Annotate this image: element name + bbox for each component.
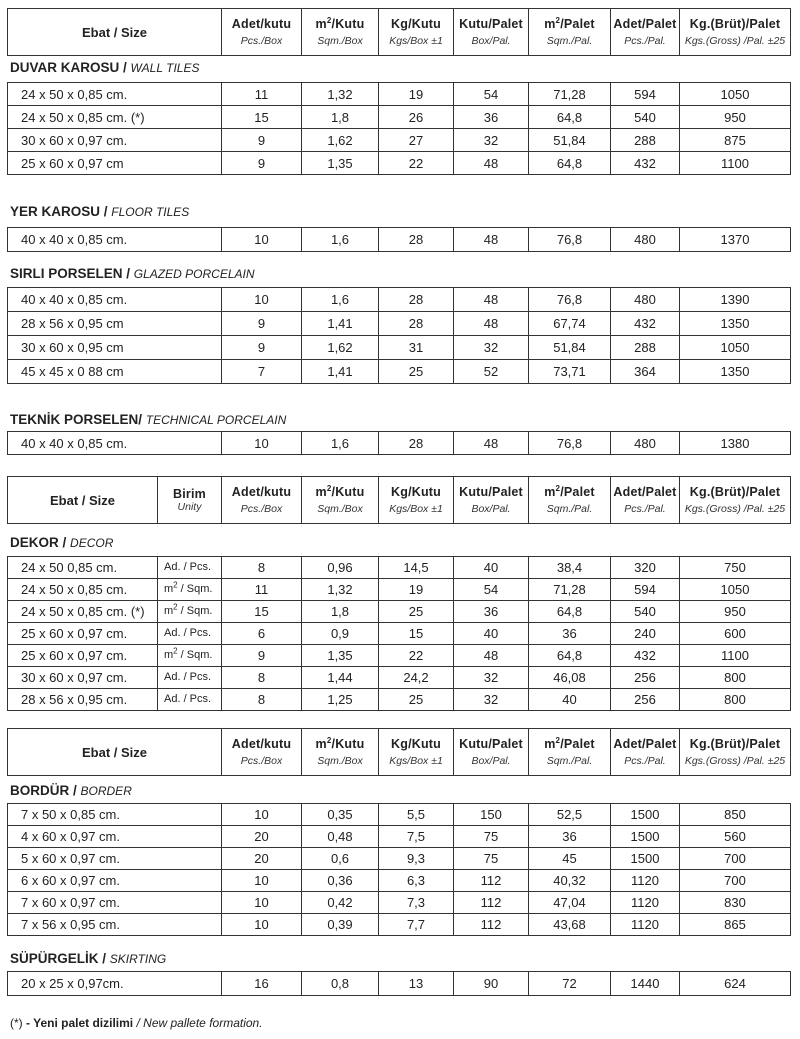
cell-sqm-pal: 76,8 <box>529 228 611 252</box>
cell-sqm-pal: 36 <box>529 623 611 645</box>
cell-gross-pal: 1100 <box>680 645 791 667</box>
table-row <box>8 826 791 848</box>
cell-gross-pal: 1050 <box>680 83 791 106</box>
cell-kg-box: 7,7 <box>379 914 454 936</box>
size-cell: 40 x 40 x 0,85 cm. <box>8 228 222 252</box>
cell-box-pal: 48 <box>454 288 529 312</box>
table-row <box>8 152 791 175</box>
cell-sqm-box: 0,9 <box>302 623 379 645</box>
cell-pcs-box: 15 <box>222 601 302 623</box>
cell-pcs-pal: 1500 <box>611 848 680 870</box>
cell-sqm-box: 1,6 <box>302 432 379 455</box>
cell-sqm-pal: 40,32 <box>529 870 611 892</box>
table-row <box>8 557 791 579</box>
size-header: Ebat / Size <box>8 477 158 524</box>
cell-sqm-box: 0,42 <box>302 892 379 914</box>
col-header-box-pal: Kutu/Palet Box/Pal. <box>454 477 529 524</box>
cell-pcs-pal: 480 <box>611 432 680 455</box>
unit-cell: $m^2$ / Sqm. <box>158 601 222 623</box>
cell-pcs-box: 6 <box>222 623 302 645</box>
table-row <box>8 667 791 689</box>
cell-box-pal: 48 <box>454 432 529 455</box>
header-row <box>8 9 791 56</box>
size-cell: 45 x 45 x 0 88 cm <box>8 360 222 384</box>
size-cell: 24 x 50 x 0,85 cm. (*) <box>8 601 158 623</box>
table-row <box>8 129 791 152</box>
col-header-pcs-box: Adet/kutu Pcs./Box <box>222 477 302 524</box>
size-cell: 24 x 50 0,85 cm. <box>8 557 158 579</box>
cell-gross-pal: 800 <box>680 689 791 711</box>
cell-pcs-pal: 1120 <box>611 892 680 914</box>
cell-sqm-pal: 52,5 <box>529 804 611 826</box>
cell-sqm-pal: 64,8 <box>529 152 611 175</box>
cell-kg-box: 14,5 <box>379 557 454 579</box>
cell-pcs-box: 15 <box>222 106 302 129</box>
size-cell: 30 x 60 x 0,95 cm <box>8 336 222 360</box>
cell-sqm-box: 0,96 <box>302 557 379 579</box>
size-cell: 30 x 60 x 0,97 cm. <box>8 129 222 152</box>
cell-sqm-box: 1,25 <box>302 689 379 711</box>
cell-pcs-box: 9 <box>222 129 302 152</box>
cell-box-pal: 112 <box>454 914 529 936</box>
cell-kg-box: 31 <box>379 336 454 360</box>
size-cell: 20 x 25 x 0,97cm. <box>8 972 222 996</box>
table-row <box>8 432 791 455</box>
cell-pcs-box: 10 <box>222 892 302 914</box>
cell-sqm-pal: 71,28 <box>529 579 611 601</box>
cell-gross-pal: 950 <box>680 106 791 129</box>
table-row <box>8 312 791 336</box>
cell-pcs-box: 10 <box>222 870 302 892</box>
size-header: Ebat / Size <box>8 9 222 56</box>
cell-kg-box: 28 <box>379 312 454 336</box>
cell-pcs-box: 16 <box>222 972 302 996</box>
size-cell: 5 x 60 x 0,97 cm. <box>8 848 222 870</box>
cell-kg-box: 6,3 <box>379 870 454 892</box>
col-header-gross-pal: Kg.(Brüt)/Palet Kgs.(Gross) /Pal. ±25 <box>680 729 791 776</box>
size-cell: 4 x 60 x 0,97 cm. <box>8 826 222 848</box>
cell-pcs-box: 10 <box>222 804 302 826</box>
cell-box-pal: 75 <box>454 848 529 870</box>
cell-box-pal: 36 <box>454 106 529 129</box>
cell-gross-pal: 1050 <box>680 336 791 360</box>
cell-box-pal: 36 <box>454 601 529 623</box>
cell-pcs-pal: 540 <box>611 601 680 623</box>
cell-pcs-pal: 320 <box>611 557 680 579</box>
cell-sqm-box: 1,62 <box>302 129 379 152</box>
cell-pcs-box: 8 <box>222 557 302 579</box>
cell-box-pal: 48 <box>454 152 529 175</box>
cell-sqm-box: 1,62 <box>302 336 379 360</box>
cell-sqm-pal: 40 <box>529 689 611 711</box>
cell-pcs-pal: 1500 <box>611 804 680 826</box>
section-title-decor: DEKOR / DECOR <box>10 535 114 550</box>
table-decor <box>7 556 790 711</box>
col-header-kg-box: Kg/Kutu Kgs/Box ±1 <box>379 9 454 56</box>
cell-gross-pal: 1100 <box>680 152 791 175</box>
cell-pcs-box: 9 <box>222 152 302 175</box>
cell-gross-pal: 1350 <box>680 360 791 384</box>
cell-box-pal: 32 <box>454 689 529 711</box>
cell-sqm-pal: 46,08 <box>529 667 611 689</box>
table-row <box>8 914 791 936</box>
cell-sqm-pal: 67,74 <box>529 312 611 336</box>
cell-pcs-pal: 256 <box>611 667 680 689</box>
cell-kg-box: 7,5 <box>379 826 454 848</box>
cell-sqm-box: 0,35 <box>302 804 379 826</box>
cell-sqm-box: 1,44 <box>302 667 379 689</box>
size-cell: 28 x 56 x 0,95 cm. <box>8 689 158 711</box>
cell-kg-box: 15 <box>379 623 454 645</box>
size-cell: 40 x 40 x 0,85 cm. <box>8 432 222 455</box>
size-cell: 7 x 56 x 0,95 cm. <box>8 914 222 936</box>
cell-sqm-pal: 64,8 <box>529 601 611 623</box>
col-header-sqm-pal: $m^2$/Palet Sqm./Pal. <box>529 9 611 56</box>
cell-gross-pal: 600 <box>680 623 791 645</box>
cell-pcs-box: 8 <box>222 667 302 689</box>
cell-box-pal: 52 <box>454 360 529 384</box>
cell-kg-box: 9,3 <box>379 848 454 870</box>
cell-pcs-pal: 480 <box>611 228 680 252</box>
cell-box-pal: 75 <box>454 826 529 848</box>
col-header-pcs-box: Adet/kutu Pcs./Box <box>222 9 302 56</box>
cell-sqm-box: 1,41 <box>302 312 379 336</box>
cell-box-pal: 48 <box>454 312 529 336</box>
table-row <box>8 870 791 892</box>
size-cell: 7 x 50 x 0,85 cm. <box>8 804 222 826</box>
cell-box-pal: 54 <box>454 83 529 106</box>
cell-kg-box: 7,3 <box>379 892 454 914</box>
cell-gross-pal: 560 <box>680 826 791 848</box>
table-row <box>8 83 791 106</box>
cell-box-pal: 48 <box>454 228 529 252</box>
cell-pcs-pal: 540 <box>611 106 680 129</box>
table-glazed-porcelain <box>7 287 790 384</box>
cell-pcs-box: 9 <box>222 312 302 336</box>
table-row <box>8 601 791 623</box>
cell-gross-pal: 875 <box>680 129 791 152</box>
cell-sqm-pal: 71,28 <box>529 83 611 106</box>
table-row <box>8 892 791 914</box>
unit-cell: Ad. / Pcs. <box>158 557 222 579</box>
header-row <box>8 729 791 776</box>
cell-sqm-box: 1,35 <box>302 152 379 175</box>
table-row <box>8 228 791 252</box>
table-wall-tiles <box>7 82 790 175</box>
cell-kg-box: 28 <box>379 432 454 455</box>
size-cell: 25 x 60 x 0,97 cm <box>8 152 222 175</box>
table-row <box>8 689 791 711</box>
size-cell: 24 x 50 x 0,85 cm. (*) <box>8 106 222 129</box>
header-table-2 <box>7 476 790 524</box>
table-row <box>8 645 791 667</box>
cell-kg-box: 19 <box>379 83 454 106</box>
col-header-box-pal: Kutu/Palet Box/Pal. <box>454 9 529 56</box>
cell-sqm-pal: 47,04 <box>529 892 611 914</box>
table-row <box>8 972 791 996</box>
table-row <box>8 360 791 384</box>
section-title-wall: DUVAR KAROSU / WALL TILES <box>10 60 200 75</box>
cell-sqm-pal: 51,84 <box>529 129 611 152</box>
cell-pcs-box: 11 <box>222 579 302 601</box>
cell-gross-pal: 865 <box>680 914 791 936</box>
cell-kg-box: 5,5 <box>379 804 454 826</box>
col-header-sqm-box: $m^2$/Kutu Sqm./Box <box>302 729 379 776</box>
cell-pcs-box: 8 <box>222 689 302 711</box>
col-header-sqm-box: $m^2$/Kutu Sqm./Box <box>302 9 379 56</box>
col-header-pcs-pal: Adet/Palet Pcs./Pal. <box>611 729 680 776</box>
cell-pcs-pal: 432 <box>611 645 680 667</box>
cell-pcs-pal: 364 <box>611 360 680 384</box>
table-row <box>8 288 791 312</box>
cell-sqm-pal: 51,84 <box>529 336 611 360</box>
cell-kg-box: 22 <box>379 645 454 667</box>
col-header-pcs-pal: Adet/Palet Pcs./Pal. <box>611 477 680 524</box>
col-header-pcs-box: Adet/kutu Pcs./Box <box>222 729 302 776</box>
cell-kg-box: 26 <box>379 106 454 129</box>
cell-pcs-pal: 1120 <box>611 914 680 936</box>
cell-pcs-pal: 594 <box>611 579 680 601</box>
cell-pcs-pal: 480 <box>611 288 680 312</box>
cell-kg-box: 22 <box>379 152 454 175</box>
cell-sqm-box: 1,8 <box>302 601 379 623</box>
unit-cell: $m^2$ / Sqm. <box>158 579 222 601</box>
cell-sqm-box: 0,48 <box>302 826 379 848</box>
cell-sqm-box: 1,35 <box>302 645 379 667</box>
cell-gross-pal: 700 <box>680 870 791 892</box>
cell-sqm-pal: 38,4 <box>529 557 611 579</box>
cell-sqm-box: 1,32 <box>302 579 379 601</box>
cell-kg-box: 19 <box>379 579 454 601</box>
cell-gross-pal: 750 <box>680 557 791 579</box>
cell-sqm-box: 0,8 <box>302 972 379 996</box>
cell-gross-pal: 1350 <box>680 312 791 336</box>
cell-pcs-box: 11 <box>222 83 302 106</box>
table-row <box>8 106 791 129</box>
section-title-skirting: SÜPÜRGELİK / SKIRTING <box>10 951 167 966</box>
cell-box-pal: 90 <box>454 972 529 996</box>
section-title-border: BORDÜR / BORDER <box>10 783 132 798</box>
cell-sqm-pal: 73,71 <box>529 360 611 384</box>
size-cell: 30 x 60 x 0,97 cm. <box>8 667 158 689</box>
cell-sqm-pal: 36 <box>529 826 611 848</box>
section-title-technical: TEKNİK PORSELEN/ TECHNICAL PORCELAIN <box>10 412 287 427</box>
cell-box-pal: 112 <box>454 892 529 914</box>
size-cell: 25 x 60 x 0,97 cm. <box>8 623 158 645</box>
size-cell: 40 x 40 x 0,85 cm. <box>8 288 222 312</box>
cell-box-pal: 48 <box>454 645 529 667</box>
cell-gross-pal: 850 <box>680 804 791 826</box>
table-row <box>8 804 791 826</box>
table-row <box>8 579 791 601</box>
cell-sqm-box: 1,41 <box>302 360 379 384</box>
cell-sqm-pal: 76,8 <box>529 432 611 455</box>
cell-sqm-pal: 43,68 <box>529 914 611 936</box>
cell-gross-pal: 800 <box>680 667 791 689</box>
cell-gross-pal: 624 <box>680 972 791 996</box>
cell-pcs-box: 7 <box>222 360 302 384</box>
cell-pcs-pal: 288 <box>611 336 680 360</box>
cell-pcs-pal: 288 <box>611 129 680 152</box>
cell-gross-pal: 950 <box>680 601 791 623</box>
size-cell: 7 x 60 x 0,97 cm. <box>8 892 222 914</box>
cell-sqm-box: 0,36 <box>302 870 379 892</box>
cell-box-pal: 32 <box>454 336 529 360</box>
cell-pcs-box: 10 <box>222 288 302 312</box>
cell-box-pal: 112 <box>454 870 529 892</box>
cell-kg-box: 25 <box>379 689 454 711</box>
table-row <box>8 848 791 870</box>
col-header-kg-box: Kg/Kutu Kgs/Box ±1 <box>379 729 454 776</box>
header-table-3 <box>7 728 790 776</box>
cell-pcs-box: 10 <box>222 432 302 455</box>
cell-pcs-pal: 432 <box>611 152 680 175</box>
col-header-sqm-pal: $m^2$/Palet Sqm./Pal. <box>529 477 611 524</box>
col-header-pcs-pal: Adet/Palet Pcs./Pal. <box>611 9 680 56</box>
cell-sqm-box: 0,6 <box>302 848 379 870</box>
cell-sqm-box: 1,32 <box>302 83 379 106</box>
cell-box-pal: 150 <box>454 804 529 826</box>
cell-sqm-box: 1,6 <box>302 228 379 252</box>
unit-header: Birim Unity <box>158 477 222 524</box>
cell-gross-pal: 830 <box>680 892 791 914</box>
table-border <box>7 803 790 936</box>
cell-sqm-pal: 64,8 <box>529 645 611 667</box>
table-row <box>8 623 791 645</box>
cell-pcs-pal: 256 <box>611 689 680 711</box>
cell-pcs-box: 10 <box>222 914 302 936</box>
cell-kg-box: 24,2 <box>379 667 454 689</box>
unit-cell: Ad. / Pcs. <box>158 623 222 645</box>
cell-sqm-box: 1,8 <box>302 106 379 129</box>
cell-kg-box: 27 <box>379 129 454 152</box>
cell-sqm-pal: 64,8 <box>529 106 611 129</box>
cell-sqm-pal: 72 <box>529 972 611 996</box>
cell-box-pal: 40 <box>454 623 529 645</box>
col-header-sqm-pal: $m^2$/Palet Sqm./Pal. <box>529 729 611 776</box>
header-table-1 <box>7 8 790 56</box>
cell-pcs-pal: 432 <box>611 312 680 336</box>
size-cell: 24 x 50 x 0,85 cm. <box>8 579 158 601</box>
cell-kg-box: 13 <box>379 972 454 996</box>
cell-pcs-pal: 1500 <box>611 826 680 848</box>
cell-pcs-box: 20 <box>222 848 302 870</box>
cell-kg-box: 25 <box>379 601 454 623</box>
col-header-gross-pal: Kg.(Brüt)/Palet Kgs.(Gross) /Pal. ±25 <box>680 9 791 56</box>
cell-gross-pal: 1390 <box>680 288 791 312</box>
cell-pcs-box: 9 <box>222 336 302 360</box>
col-header-box-pal: Kutu/Palet Box/Pal. <box>454 729 529 776</box>
cell-box-pal: 40 <box>454 557 529 579</box>
cell-pcs-box: 9 <box>222 645 302 667</box>
header-row <box>8 477 791 524</box>
cell-sqm-pal: 76,8 <box>529 288 611 312</box>
cell-pcs-pal: 1120 <box>611 870 680 892</box>
col-header-gross-pal: Kg.(Brüt)/Palet Kgs.(Gross) /Pal. ±25 <box>680 477 791 524</box>
cell-pcs-pal: 594 <box>611 83 680 106</box>
cell-pcs-pal: 240 <box>611 623 680 645</box>
unit-cell: Ad. / Pcs. <box>158 689 222 711</box>
col-header-kg-box: Kg/Kutu Kgs/Box ±1 <box>379 477 454 524</box>
size-header: Ebat / Size <box>8 729 222 776</box>
cell-gross-pal: 1370 <box>680 228 791 252</box>
cell-pcs-box: 10 <box>222 228 302 252</box>
section-title-glazed: SIRLI PORSELEN / GLAZED PORCELAIN <box>10 266 255 281</box>
cell-box-pal: 32 <box>454 129 529 152</box>
cell-kg-box: 25 <box>379 360 454 384</box>
col-header-sqm-box: $m^2$/Kutu Sqm./Box <box>302 477 379 524</box>
cell-sqm-pal: 45 <box>529 848 611 870</box>
size-cell: 6 x 60 x 0,97 cm. <box>8 870 222 892</box>
table-floor-tiles <box>7 227 790 252</box>
table-skirting <box>7 971 790 996</box>
cell-pcs-pal: 1440 <box>611 972 680 996</box>
unit-cell: Ad. / Pcs. <box>158 667 222 689</box>
cell-gross-pal: 700 <box>680 848 791 870</box>
cell-box-pal: 32 <box>454 667 529 689</box>
size-cell: 28 x 56 x 0,95 cm <box>8 312 222 336</box>
cell-pcs-box: 20 <box>222 826 302 848</box>
section-title-floor: YER KAROSU / FLOOR TILES <box>10 204 190 219</box>
cell-box-pal: 54 <box>454 579 529 601</box>
cell-gross-pal: 1380 <box>680 432 791 455</box>
unit-cell: $m^2$ / Sqm. <box>158 645 222 667</box>
cell-kg-box: 28 <box>379 288 454 312</box>
cell-sqm-box: 1,6 <box>302 288 379 312</box>
footnote: (*) - Yeni palet dizilimi / New pallete formation. <box>10 1016 263 1030</box>
cell-kg-box: 28 <box>379 228 454 252</box>
cell-gross-pal: 1050 <box>680 579 791 601</box>
table-technical-porcelain <box>7 431 790 455</box>
size-cell: 25 x 60 x 0,97 cm. <box>8 645 158 667</box>
table-row <box>8 336 791 360</box>
size-cell: 24 x 50 x 0,85 cm. <box>8 83 222 106</box>
cell-sqm-box: 0,39 <box>302 914 379 936</box>
